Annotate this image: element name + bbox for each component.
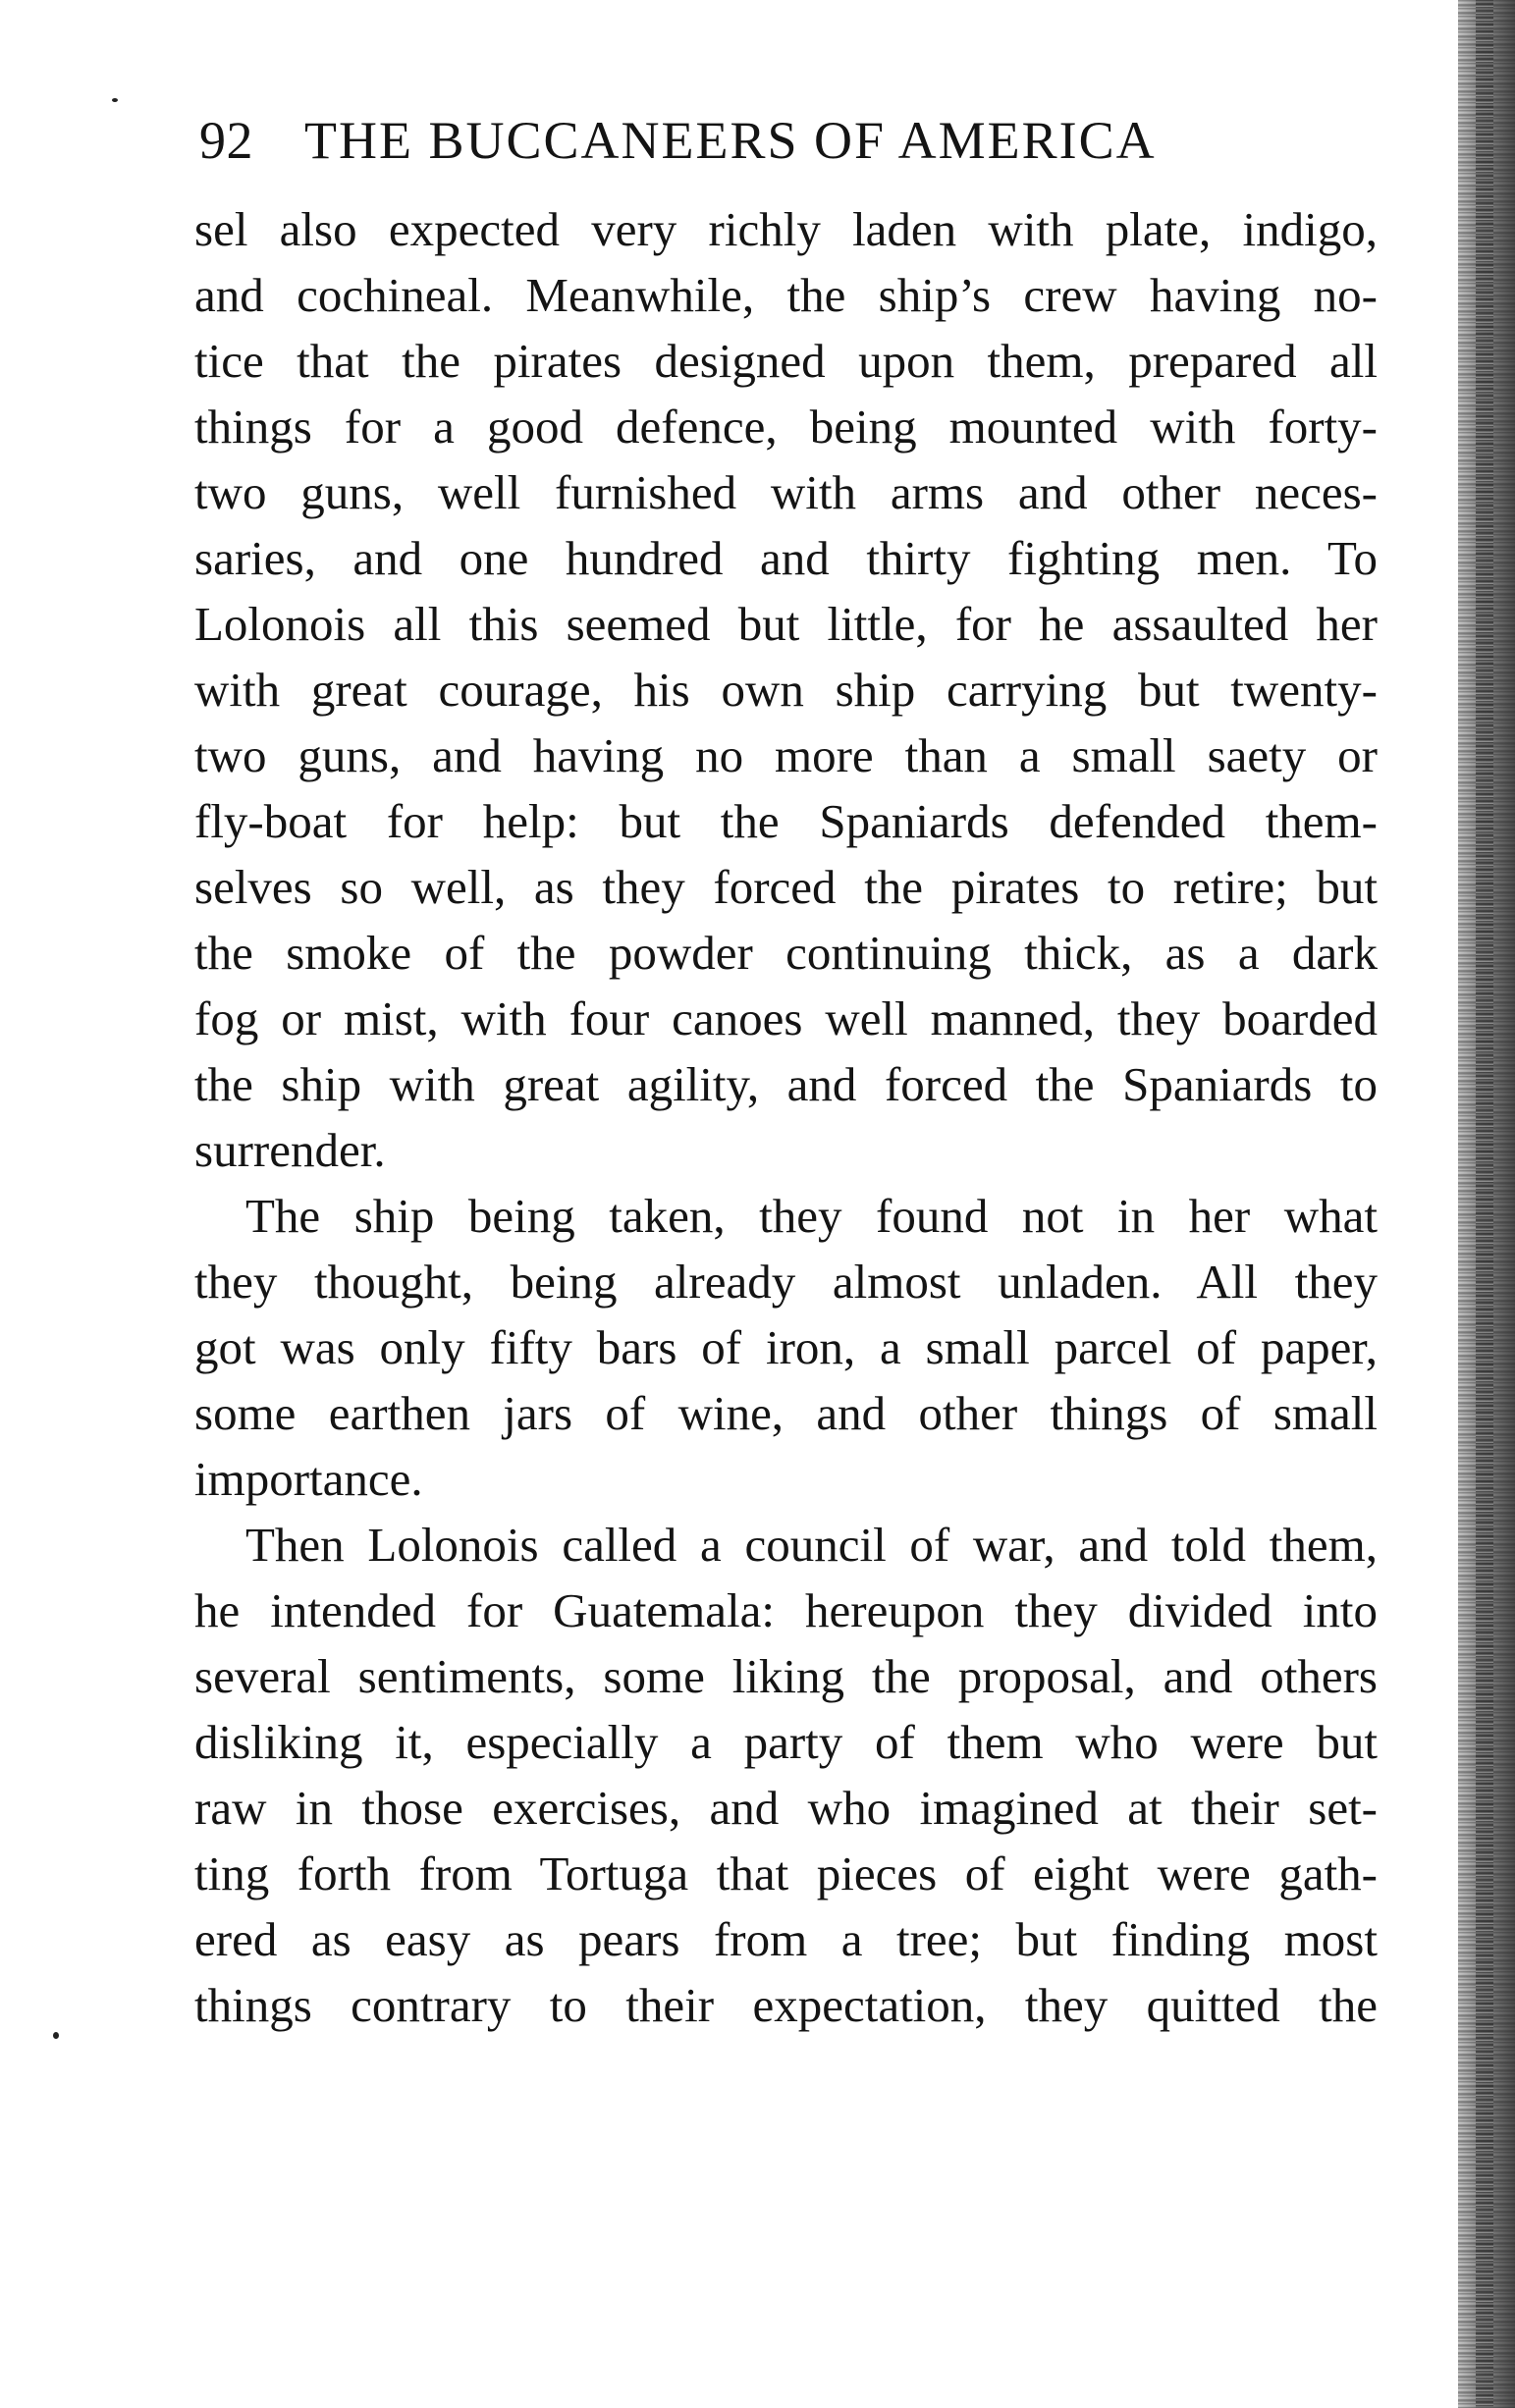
page-number: 92 bbox=[199, 111, 253, 170]
text-line: ered as easy as pears from a tree; but finding most bbox=[194, 1912, 1378, 1966]
text-line: two guns, well furnished with arms and other neces- bbox=[194, 465, 1378, 519]
text-line: tice that the pirates designed upon them, prepared all bbox=[194, 334, 1378, 388]
text-line: fly-boat for help: but the Spaniards defended them- bbox=[194, 794, 1378, 848]
text-line: Lolonois all this seemed but little, for he assaulted her bbox=[194, 597, 1378, 651]
text-line: they thought, being already almost unladen. All they bbox=[194, 1255, 1378, 1309]
text-line: and cochineal. Meanwhile, the ship’s crew having no- bbox=[194, 268, 1378, 322]
paragraph-end-line: surrender. bbox=[194, 1123, 386, 1177]
text-line: he intended for Guatemala: hereupon they divided into bbox=[194, 1583, 1378, 1637]
page-header bbox=[199, 101, 1279, 180]
text-line: selves so well, as they forced the pirates to retire; but bbox=[194, 860, 1378, 914]
paragraph-start-line: The ship being taken, they found not in her what bbox=[245, 1189, 1378, 1243]
text-line: fog or mist, with four canoes well manned, they boarded bbox=[194, 991, 1378, 1045]
text-line: disliking it, especially a party of them who were but bbox=[194, 1715, 1378, 1769]
text-line: two guns, and having no more than a small saety or bbox=[194, 728, 1378, 782]
text-line: sel also expected very richly laden with plate, indigo, bbox=[194, 202, 1378, 256]
body-text bbox=[194, 196, 1378, 2038]
text-line: ting forth from Tortuga that pieces of eight were gath- bbox=[194, 1846, 1378, 1900]
text-line: the smoke of the powder continuing thick, as a dark bbox=[194, 926, 1378, 980]
ink-speck bbox=[53, 2032, 59, 2039]
paragraph-start-line: Then Lolonois called a council of war, and told them, bbox=[245, 1518, 1378, 1572]
text-line: the ship with great agility, and forced the Spaniards to bbox=[194, 1057, 1378, 1111]
text-line: saries, and one hundred and thirty fighting men. To bbox=[194, 531, 1378, 585]
ink-speck bbox=[112, 98, 118, 102]
text-line: things for a good defence, being mounted with forty- bbox=[194, 400, 1378, 454]
text-line: raw in those exercises, and who imagined at their set- bbox=[194, 1781, 1378, 1835]
text-line: got was only fifty bars of iron, a small parcel of paper, bbox=[194, 1320, 1378, 1374]
running-title: THE BUCCANEERS OF AMERICA bbox=[304, 111, 1157, 170]
text-line: things contrary to their expectation, they quitted the bbox=[194, 1978, 1378, 2032]
text-line: several sentiments, some liking the proposal, and others bbox=[194, 1649, 1378, 1703]
text-line: some earthen jars of wine, and other things of small bbox=[194, 1386, 1378, 1440]
text-line: with great courage, his own ship carrying but twenty- bbox=[194, 663, 1378, 717]
paragraph-end-line: importance. bbox=[194, 1452, 423, 1506]
page-edge-texture bbox=[1476, 0, 1493, 2408]
